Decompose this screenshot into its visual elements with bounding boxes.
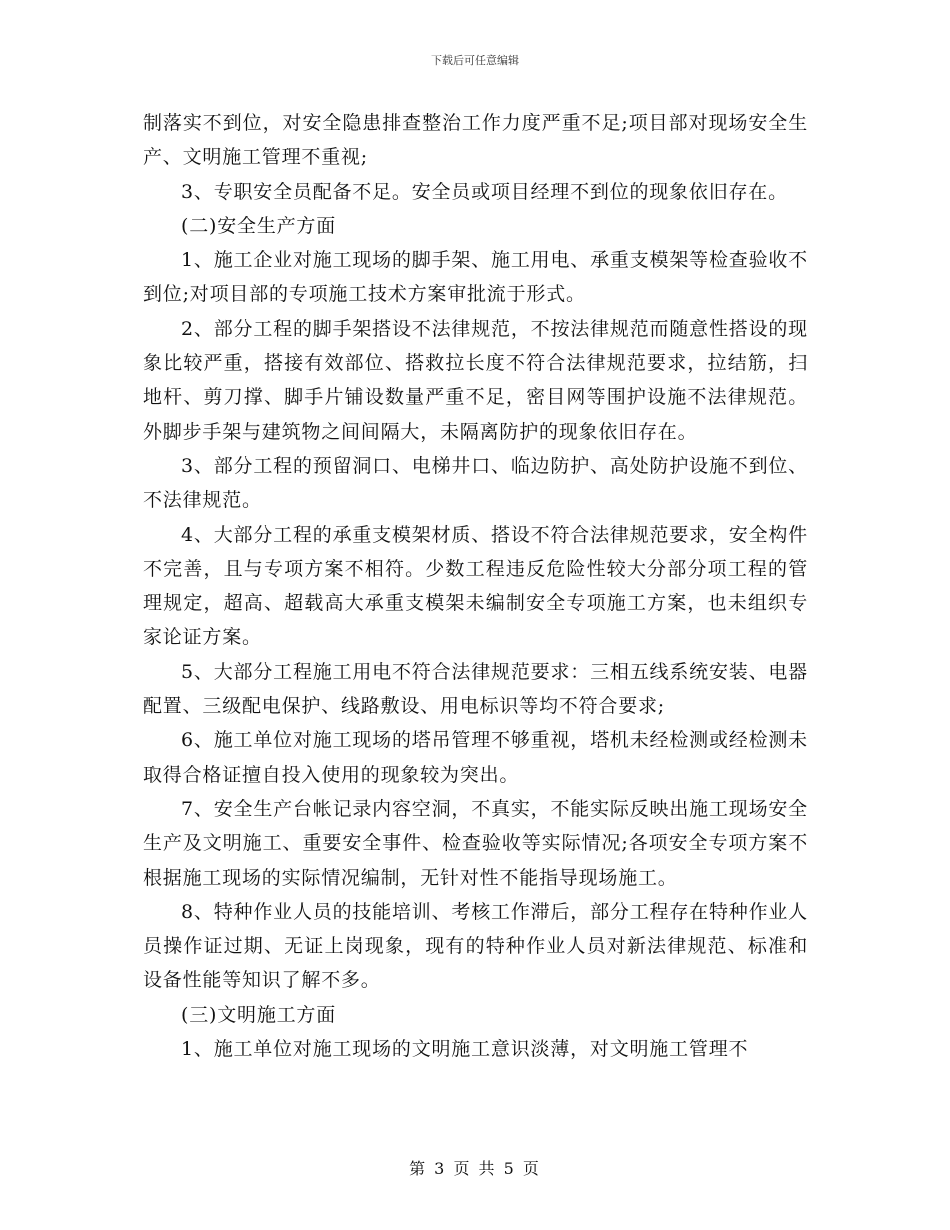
- paragraph-10: 7、安全生产台帐记录内容空洞，不真实，不能实际反映出施工现场安全生产及文明施工、重要安全事件、检查验收等实际情况;各项安全专项方案不根据施工现场的实际情况编制，无针对性不能指导现场施工。: [143, 797, 808, 889]
- paragraph-5: 2、部分工程的脚手架搭设不法律规范，不按法律规范而随意性搭设的现象比较严重，搭接有效部位、搭救拉长度不符合法律规范要求，拉结筋，扫地杆、剪刀撑、脚手片铺设数量严重不足，密目网等围护设施不法律规范。外脚步手架与建筑物之间间隔大，未隔离防护的现象依旧存在。: [143, 317, 808, 443]
- section-heading-safety-production: (二)安全生产方面: [181, 214, 337, 237]
- paragraph-9: 6、施工单位对施工现场的塔吊管理不够重视，塔机未经检测或经检测未取得合格证擅自投入使用的现象较为突出。: [143, 729, 808, 786]
- page-header: 下载后可任意编辑: [431, 54, 519, 67]
- paragraph-6: 3、部分工程的预留洞口、电梯井口、临边防护、高处防护设施不到位、不法律规范。: [143, 454, 808, 512]
- paragraph-11: 8、特种作业人员的技能培训、考核工作滞后，部分工程存在特种作业人员操作证过期、无证上岗现象，现有的特种作业人员对新法律规范、标准和设备性能等知识了解不多。: [143, 900, 808, 992]
- paragraph-4: 1、施工企业对施工现场的脚手架、施工用电、承重支模架等检查验收不到位;对项目部的专项施工技术方案审批流于形式。: [143, 249, 808, 306]
- document-body: [143, 106, 808, 1066]
- paragraph-7: 4、大部分工程的承重支模架材质、搭设不符合法律规范要求，安全构件不完善，且与专项方案不相符。少数工程违反危险性较大分部分项工程的管理规定，超高、超载高大承重支模架未编制安全专项施工方案，也未组织专家论证方案。: [143, 523, 808, 649]
- paragraph-1: 制落实不到位，对安全隐患排查整治工作力度严重不足;项目部对现场安全生产、文明施工管理不重视;: [143, 112, 808, 169]
- page-number-footer: 第 3 页 共 5 页: [409, 1159, 541, 1178]
- paragraph-13: 1、施工单位对施工现场的文明施工意识淡薄，对文明施工管理不: [181, 1038, 749, 1061]
- section-heading-civilized-construction: (三)文明施工方面: [181, 1003, 337, 1026]
- paragraph-2: 3、专职安全员配备不足。安全员或项目经理不到位的现象依旧存在。: [181, 180, 788, 203]
- paragraph-8: 5、大部分工程施工用电不符合法律规范要求：三相五线系统安装、电器配置、三级配电保护、线路敷设、用电标识等均不符合要求;: [143, 660, 808, 718]
